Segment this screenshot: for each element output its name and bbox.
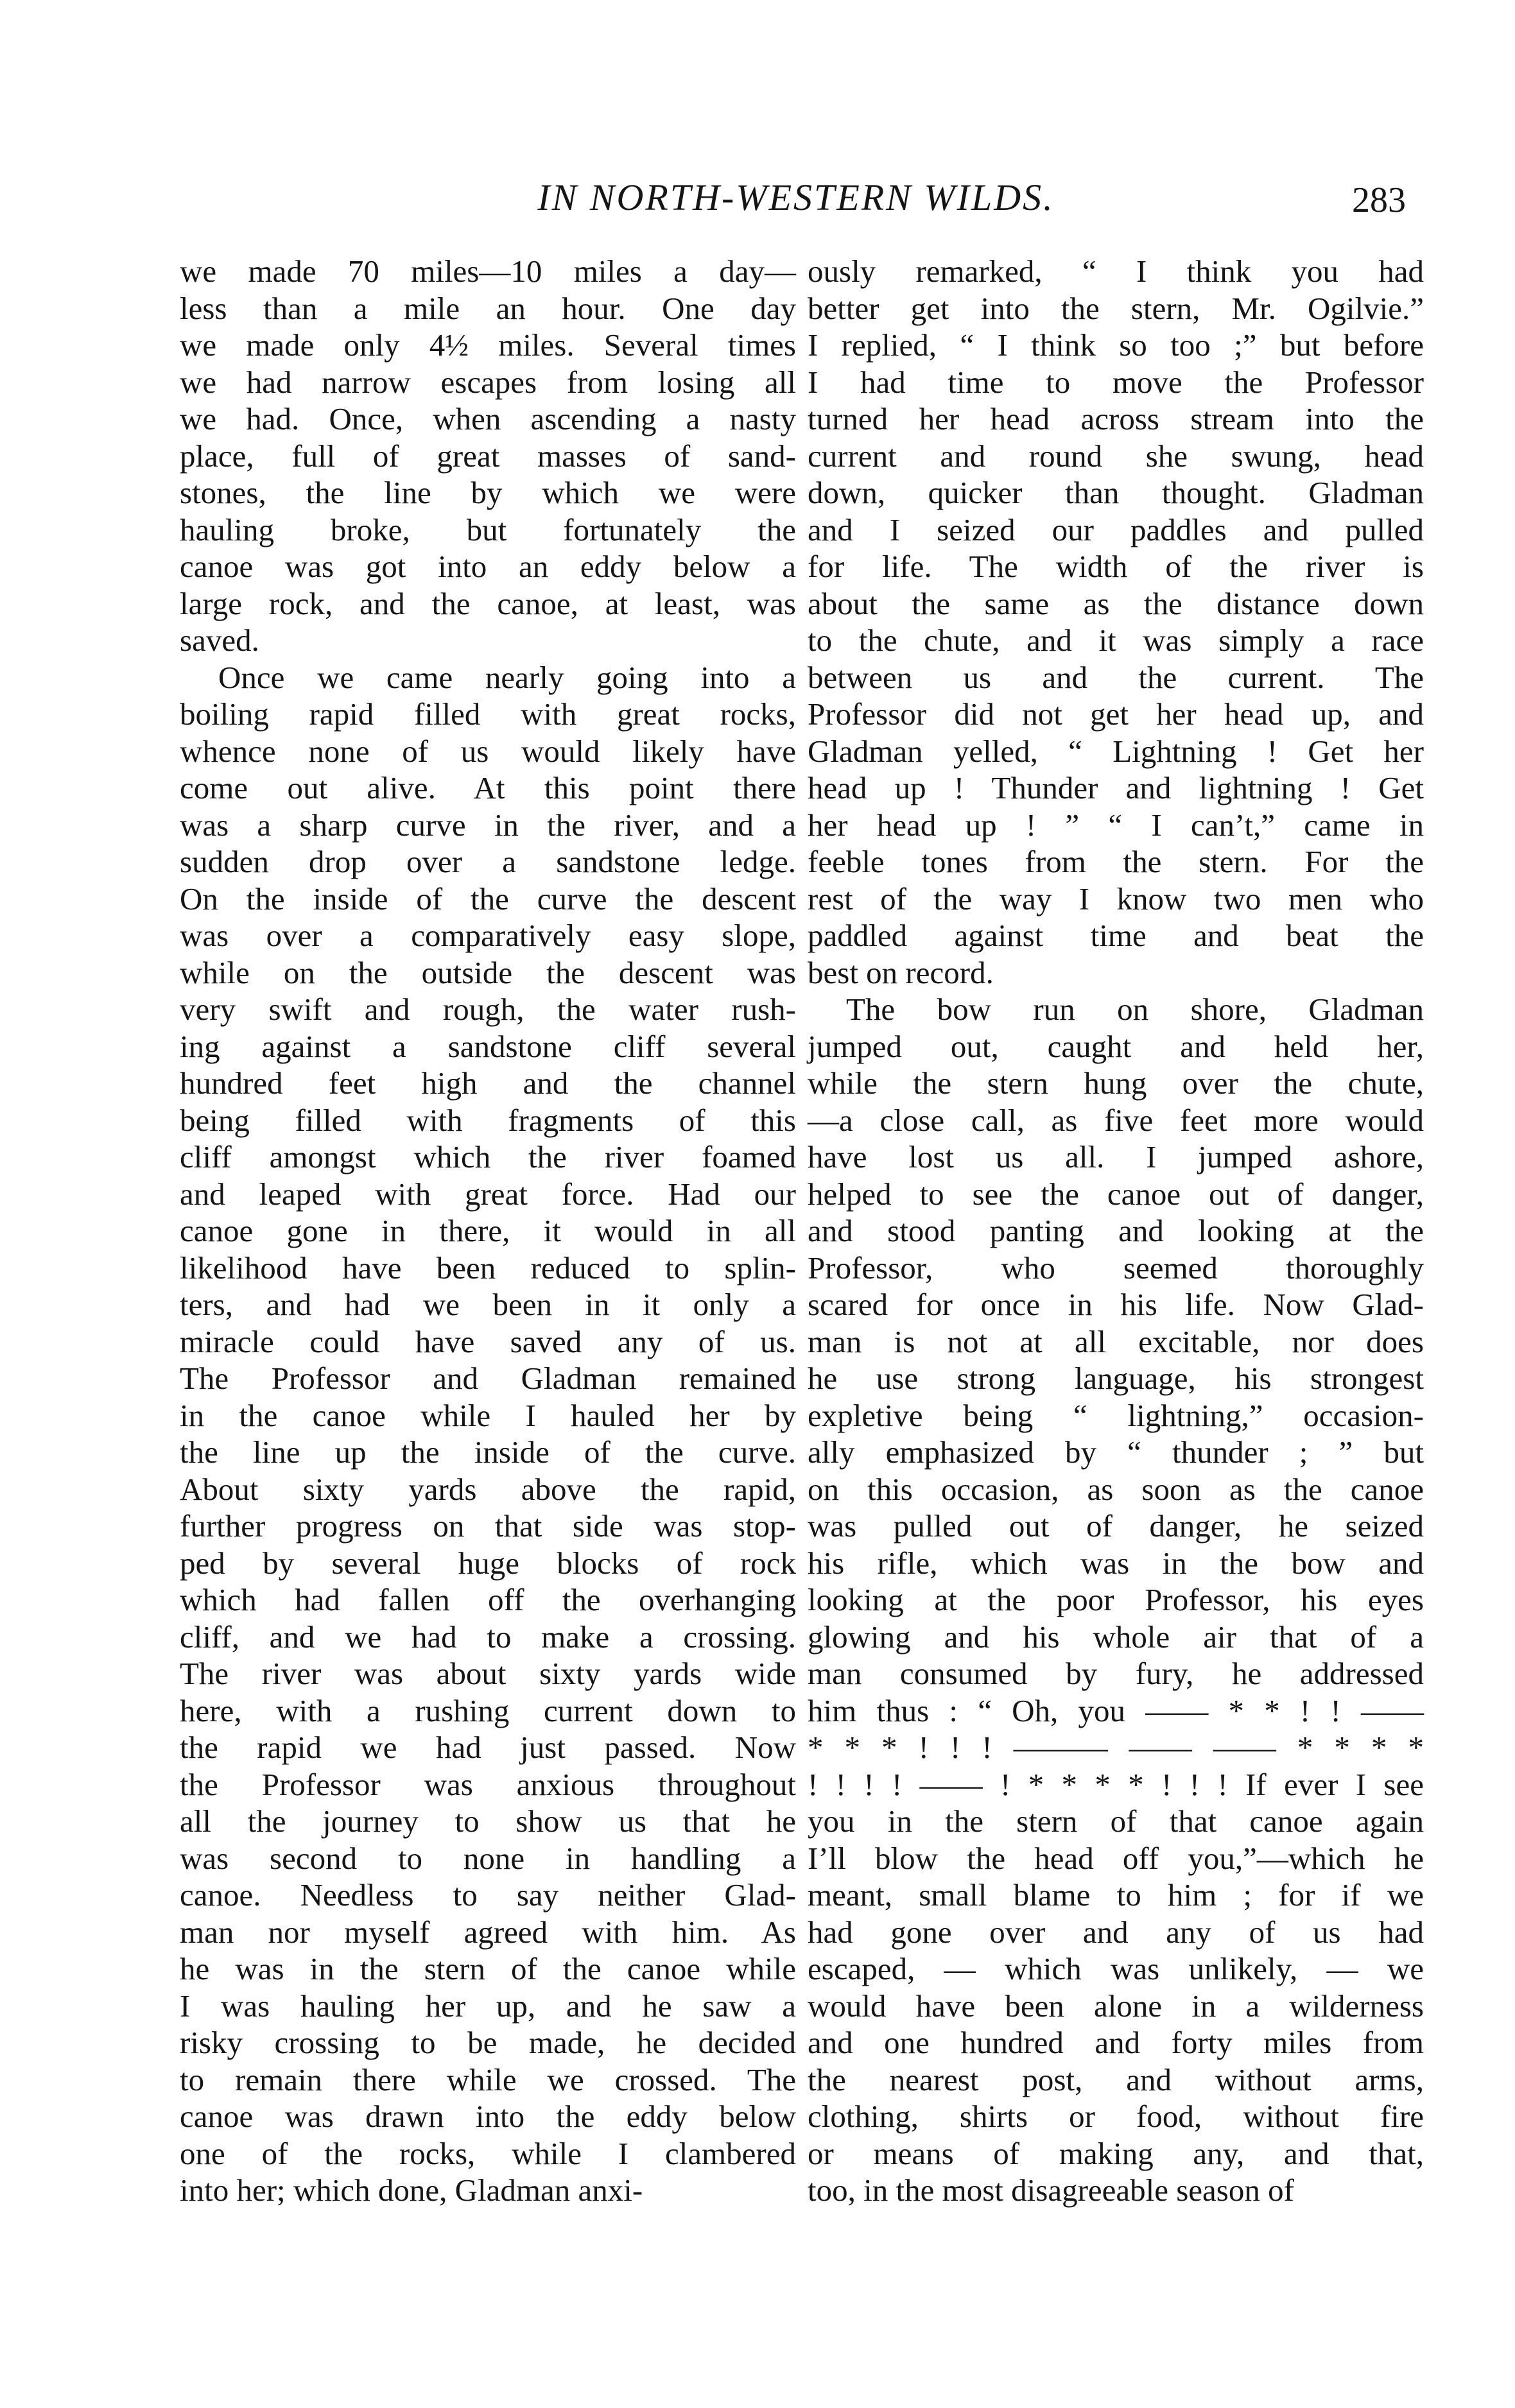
text-line: was over a comparatively easy slope,	[180, 918, 796, 953]
text-line: her head up ! ” “ I can’t,” came in	[808, 807, 1424, 843]
text-line: one of the rocks, while I clambered	[180, 2135, 796, 2171]
text-line: ally emphasized by “ thunder ; ” but	[808, 1434, 1424, 1470]
running-head	[180, 172, 1412, 230]
text-line: I’ll blow the head off you,”—which he	[808, 1840, 1424, 1876]
text-line: escaped, — which was unlikely, — we	[808, 1951, 1424, 1986]
running-title: IN NORTH-WESTERN WILDS.	[537, 176, 1055, 218]
text-line: expletive being “ lightning,” occasion-	[808, 1397, 1424, 1433]
text-line: The river was about sixty yards wide	[180, 1656, 796, 1691]
paragraph	[180, 659, 796, 2209]
text-line: saved.	[180, 623, 259, 658]
text-line: all the journey to show us that he	[180, 1803, 796, 1839]
text-line: between us and the current. The	[808, 659, 1424, 695]
text-line: and I seized our paddles and pulled	[808, 512, 1424, 547]
text-line: cliff, and we had to make a crossing.	[180, 1619, 796, 1655]
text-line: and one hundred and forty miles from	[808, 2025, 1424, 2060]
text-line: rest of the way I know two men who	[808, 881, 1424, 916]
text-line: here, with a rushing current down to	[180, 1692, 796, 1728]
text-line: was a sharp curve in the river, and a	[180, 807, 796, 843]
text-line: I replied, “ I think so too ;” but before	[808, 327, 1424, 363]
text-line: Gladman yelled, “ Lightning ! Get her	[808, 733, 1424, 769]
text-line: canoe gone in there, it would in all	[180, 1213, 796, 1248]
text-line: better get into the stern, Mr. Ogilvie.”	[808, 290, 1424, 326]
text-line: turned her head across stream into the	[808, 401, 1424, 436]
text-line: current and round she swung, head	[808, 438, 1424, 474]
text-line: place, full of great masses of sand-	[180, 438, 796, 474]
text-line: the rapid we had just passed. Now	[180, 1730, 796, 1765]
text-line: sudden drop over a sandstone ledge.	[180, 844, 796, 879]
text-line: hauling broke, but fortunately the	[180, 512, 796, 547]
left-column	[180, 253, 796, 2209]
text-line: we made 70 miles—10 miles a day—	[180, 254, 796, 289]
text-line: ! ! ! ! —— ! * * * * ! ! ! If ever I see	[808, 1766, 1424, 1802]
text-line: would have been alone in a wilderness	[808, 1988, 1424, 2024]
text-line: best on record.	[808, 954, 994, 990]
text-line: he use strong language, his strongest	[808, 1361, 1424, 1396]
text-line: we made only 4½ miles. Several times	[180, 327, 796, 363]
text-line: risky crossing to be made, he decided	[180, 2025, 796, 2060]
text-line: head up ! Thunder and lightning ! Get	[808, 770, 1424, 805]
text-line: very swift and rough, the water rush-	[180, 992, 796, 1027]
text-line: meant, small blame to him ; for if we	[808, 1877, 1424, 1913]
text-line: About sixty yards above the rapid,	[180, 1471, 796, 1507]
text-line: canoe was got into an eddy below a	[180, 549, 796, 584]
text-line: or means of making any, and that,	[808, 2135, 1424, 2171]
text-line: come out alive. At this point there	[180, 770, 796, 805]
text-line: feeble tones from the stern. For the	[808, 844, 1424, 879]
text-line: looking at the poor Professor, his eyes	[808, 1582, 1424, 1617]
text-line: the nearest post, and without arms,	[808, 2061, 1424, 2097]
text-line: which had fallen off the overhanging	[180, 1582, 796, 1617]
text-line: whence none of us would likely have	[180, 733, 796, 769]
text-line: stones, the line by which we were	[180, 475, 796, 510]
text-line: and leaped with great force. Had our	[180, 1176, 796, 1212]
text-line: his rifle, which was in the bow and	[808, 1545, 1424, 1581]
text-line: I was hauling her up, and he saw a	[180, 1988, 796, 2024]
text-line: we had narrow escapes from losing all	[180, 364, 796, 400]
text-line: to remain there while we crossed. The	[180, 2061, 796, 2097]
right-column	[808, 253, 1424, 2209]
text-line: less than a mile an hour. One day	[180, 290, 796, 326]
text-line: have lost us all. I jumped ashore,	[808, 1139, 1424, 1174]
text-line: you in the stern of that canoe again	[808, 1803, 1424, 1839]
text-line: cliff amongst which the river foamed	[180, 1139, 796, 1174]
text-line: ing against a sandstone cliff several	[180, 1028, 796, 1064]
text-line: miracle could have saved any of us.	[180, 1323, 796, 1359]
text-line: had gone over and any of us had	[808, 1914, 1424, 1950]
paragraph	[808, 991, 1424, 2209]
text-line: Professor did not get her head up, and	[808, 696, 1424, 732]
text-line: to the chute, and it was simply a race	[808, 623, 1424, 658]
text-line: boiling rapid filled with great rocks,	[180, 696, 796, 732]
text-line: while on the outside the descent was	[180, 954, 796, 990]
text-line: Professor, who seemed thoroughly	[808, 1250, 1424, 1286]
text-line: ously remarked, “ I think you had	[808, 254, 1424, 289]
text-line: while the stern hung over the chute,	[808, 1065, 1424, 1101]
text-line: large rock, and the canoe, at least, was	[180, 585, 796, 621]
text-line: we had. Once, when ascending a nasty	[180, 401, 796, 436]
text-line: clothing, shirts or food, without fire	[808, 2099, 1424, 2134]
text-line: was second to none in handling a	[180, 1840, 796, 1876]
text-line: in the canoe while I hauled her by	[180, 1397, 796, 1433]
text-line: Once we came nearly going into a	[218, 659, 796, 695]
text-line: —a close call, as five feet more would	[808, 1102, 1424, 1138]
text-line: further progress on that side was stop-	[180, 1508, 796, 1544]
text-line: canoe was drawn into the eddy below	[180, 2099, 796, 2134]
text-line: paddled against time and beat the	[808, 918, 1424, 953]
text-line: helped to see the canoe out of danger,	[808, 1176, 1424, 1212]
text-line: The Professor and Gladman remained	[180, 1361, 796, 1396]
text-line: into her; which done, Gladman anxi-	[180, 2172, 643, 2208]
text-line: he was in the stern of the canoe while	[180, 1951, 796, 1986]
text-line: jumped out, caught and held her,	[808, 1028, 1424, 1064]
text-line: being filled with fragments of this	[180, 1102, 796, 1138]
text-line: too, in the most disagreeable season of	[808, 2172, 1294, 2208]
text-line: ters, and had we been in it only a	[180, 1287, 796, 1322]
text-line: the Professor was anxious throughout	[180, 1766, 796, 1802]
text-line: canoe. Needless to say neither Glad-	[180, 1877, 796, 1913]
text-line: was pulled out of danger, he seized	[808, 1508, 1424, 1544]
text-line: and stood panting and looking at the	[808, 1213, 1424, 1248]
text-line: for life. The width of the river is	[808, 549, 1424, 584]
text-line: about the same as the distance down	[808, 585, 1424, 621]
text-line: the line up the inside of the curve.	[180, 1434, 796, 1470]
text-line: likelihood have been reduced to splin-	[180, 1250, 796, 1286]
paragraph	[180, 253, 796, 659]
text-line: I had time to move the Professor	[808, 364, 1424, 400]
text-line: hundred feet high and the channel	[180, 1065, 796, 1101]
text-line: man nor myself agreed with him. As	[180, 1914, 796, 1950]
text-line: * * * ! ! ! ——— —— —— * * * *	[808, 1730, 1424, 1765]
text-line: down, quicker than thought. Gladman	[808, 475, 1424, 510]
text-line: On the inside of the curve the descent	[180, 881, 796, 916]
page-number: 283	[1352, 180, 1406, 220]
paragraph	[808, 253, 1424, 991]
text-line: glowing and his whole air that of a	[808, 1619, 1424, 1655]
text-line: man consumed by fury, he addressed	[808, 1656, 1424, 1691]
text-line: scared for once in his life. Now Glad-	[808, 1287, 1424, 1322]
text-line: man is not at all excitable, nor does	[808, 1323, 1424, 1359]
text-line: on this occasion, as soon as the canoe	[808, 1471, 1424, 1507]
text-line: The bow run on shore, Gladman	[846, 992, 1424, 1027]
text-line: him thus : “ Oh, you —— * * ! ! ——	[808, 1692, 1424, 1728]
text-line: ped by several huge blocks of rock	[180, 1545, 796, 1581]
